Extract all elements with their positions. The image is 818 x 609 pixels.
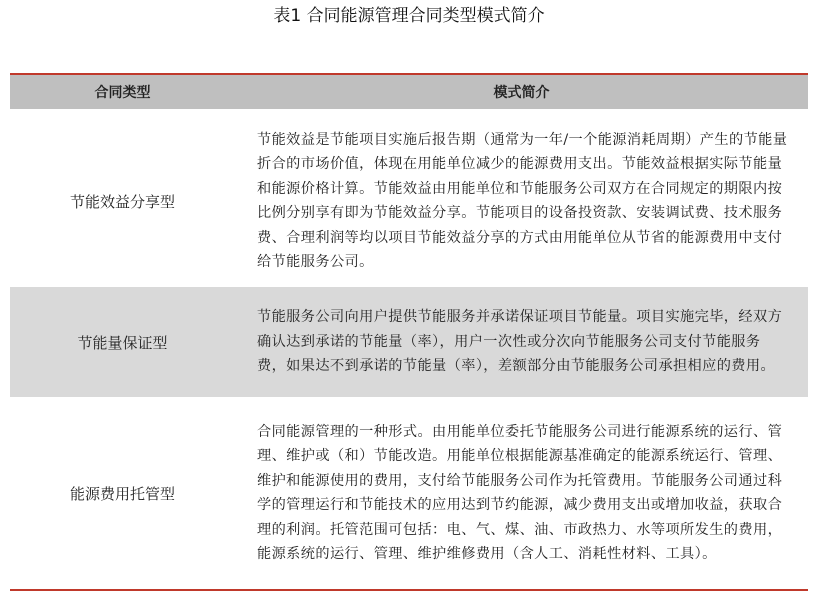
- table-row: [10, 397, 808, 589]
- mode-summary-text: 节能服务公司向用户提供节能服务并承诺保证项目节能量。项目实施完毕，经双方确认达到承诺的节能量（率），用户一次性或分次向节能服务公司支付节能服务费，如果达不到承诺的节能量（率），差额部分由节能服务公司承担相应的费用。: [257, 309, 783, 375]
- mode-summary-cell: [235, 287, 808, 397]
- contract-type-cell: 能源费用托管型: [69, 484, 175, 503]
- table-title: 表1 合同能源管理合同类型模式简介: [273, 6, 545, 26]
- bottom-rule: [10, 589, 808, 591]
- table-row: [10, 115, 808, 287]
- mode-summary-cell: [235, 397, 808, 589]
- mode-summary-text: 节能效益是节能项目实施后报告期（通常为一年/一个能源消耗周期）产生的节能量折合的市场价值，体现在用能单位减少的能源费用支出。节能效益根据实际节能量和能源价格计算。节能效益由用能单位和节能服务公司双方在合同规定的期限内按比例分别享有即为节能效益分享。节能项目的设备投资款、安装调试费、技术服务费、合理利润等均以项目节能效益分享的方式由用能单位从节省的能源费用中支付给节能服务公司。: [257, 131, 788, 270]
- header-contract-type: 合同类型: [94, 85, 151, 101]
- table-row: [10, 287, 808, 397]
- table-header-row: [10, 75, 808, 109]
- mode-summary-text: 合同能源管理的一种形式。由用能单位委托节能服务公司进行能源系统的运行、管理、维护或（和）节能改造。用能单位根据能源基准确定的能源系统运行、管理、维护和能源使用的费用，支付给节能服务公司作为托管费用。节能服务公司通过科学的管理运行和节能技术的应用达到节约能源，减少费用支出或增加收益，获取合理的利润。托管范围可包括：电、气、煤、油、市政热力、水等项所发生的费用，能源系统的运行、管理、维护维修费用（含人工、消耗性材料、工具）。: [257, 423, 783, 562]
- contract-type-cell: 节能量保证型: [77, 333, 168, 352]
- header-mode-summary: 模式简介: [493, 85, 550, 101]
- contract-type-cell: 节能效益分享型: [69, 192, 175, 211]
- contract-type-table: [10, 73, 808, 591]
- mode-summary-cell: [235, 115, 808, 287]
